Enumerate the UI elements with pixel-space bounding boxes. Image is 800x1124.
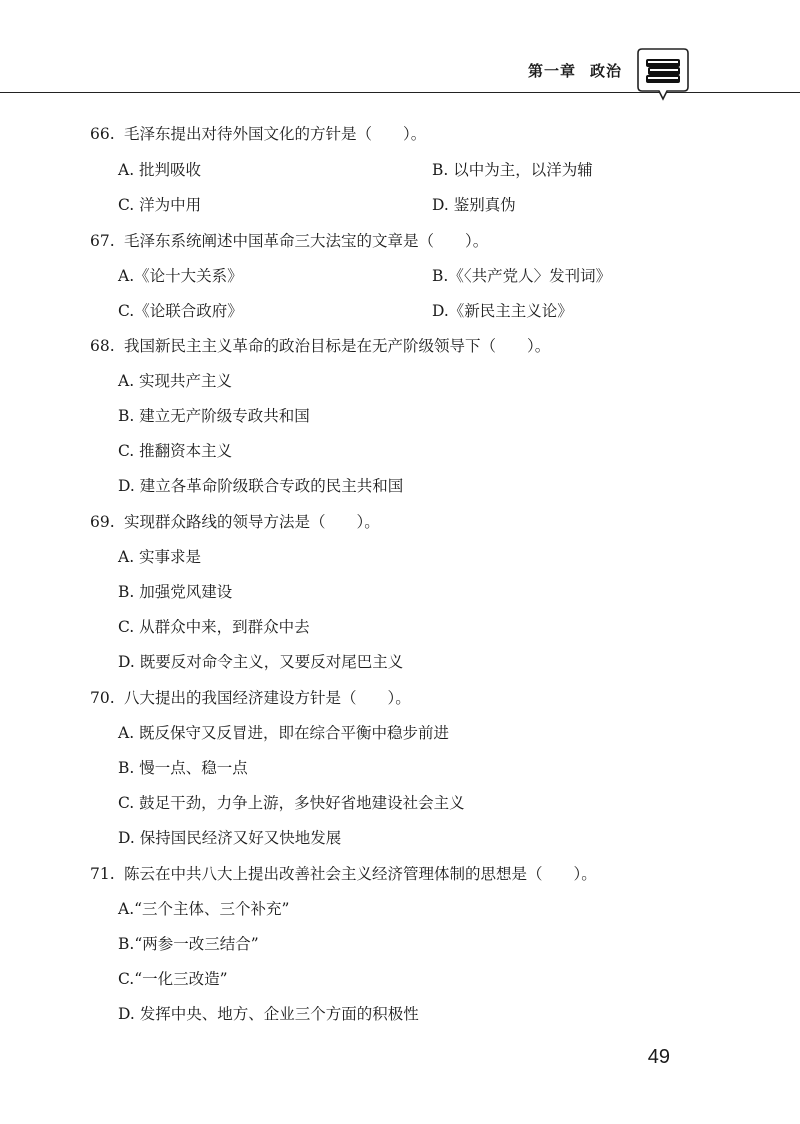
question-text: 八大提出的我国经济建设方针是（ ）。 [124,689,411,707]
option-67-d: D.《新民主主义论》 [432,302,573,320]
option-70-b: B. 慢一点、稳一点 [118,759,248,777]
question-66 [90,122,426,144]
question-text: 我国新民主主义革命的政治目标是在无产阶级领导下（ ）。 [124,337,551,355]
option-69-d: D. 既要反对命令主义，又要反对尾巴主义 [118,653,404,671]
option-66-b: B. 以中为主，以洋为辅 [432,161,593,179]
option-69-b: B. 加强党风建设 [118,583,233,601]
option-68-b: B. 建立无产阶级专政共和国 [118,407,310,425]
question-text: 毛泽东系统阐述中国革命三大法宝的文章是（ ）。 [124,232,489,250]
option-71-b: B.“两参一改三结合” [118,935,259,953]
option-71-d: D. 发挥中央、地方、企业三个方面的积极性 [118,1005,419,1023]
question-number: 69. [90,513,115,531]
question-69 [90,510,380,532]
question-number: 67. [90,232,115,250]
option-66-d: D. 鉴别真伪 [432,196,516,214]
option-67-c: C.《论联合政府》 [118,302,243,320]
option-68-a: A. 实现共产主义 [118,372,233,390]
chapter-subject: 政治 [589,62,622,80]
question-text: 毛泽东提出对待外国文化的方针是（ ）。 [124,125,427,143]
question-number: 66. [90,125,115,143]
question-number: 70. [90,689,115,707]
option-67-a: A.《论十大关系》 [118,267,243,285]
books-icon [636,45,690,103]
page-number: 49 [647,1046,670,1068]
question-number: 68. [90,337,115,355]
option-70-d: D. 保持国民经济又好又快地发展 [118,829,342,847]
question-68 [90,334,550,356]
question-67 [90,229,488,251]
option-68-d: D. 建立各革命阶级联合专政的民主共和国 [118,477,404,495]
option-68-c: C. 推翻资本主义 [118,442,233,460]
option-70-a: A. 既反保守又反冒进，即在综合平衡中稳步前进 [118,724,450,742]
option-66-a: A. 批判吸收 [118,161,202,179]
option-71-c: C.“一化三改造” [118,970,228,988]
question-71 [90,862,597,884]
option-70-c: C. 鼓足干劲，力争上游，多快好省地建设社会主义 [118,794,465,812]
question-70 [90,686,411,708]
option-66-c: C. 洋为中用 [118,196,202,214]
question-number: 71. [90,865,115,883]
chapter-label: 第一章 [527,62,576,80]
option-67-b: B.《〈共产党人〉发刊词》 [432,267,612,285]
chapter-title [528,60,622,81]
page-header [0,0,800,100]
question-text: 实现群众路线的领导方法是（ ）。 [124,513,380,531]
option-69-c: C. 从群众中来，到群众中去 [118,618,310,636]
option-71-a: A.“三个主体、三个补充” [118,900,290,918]
question-text: 陈云在中共八大上提出改善社会主义经济管理体制的思想是（ ）。 [124,865,597,883]
option-69-a: A. 实事求是 [118,548,202,566]
